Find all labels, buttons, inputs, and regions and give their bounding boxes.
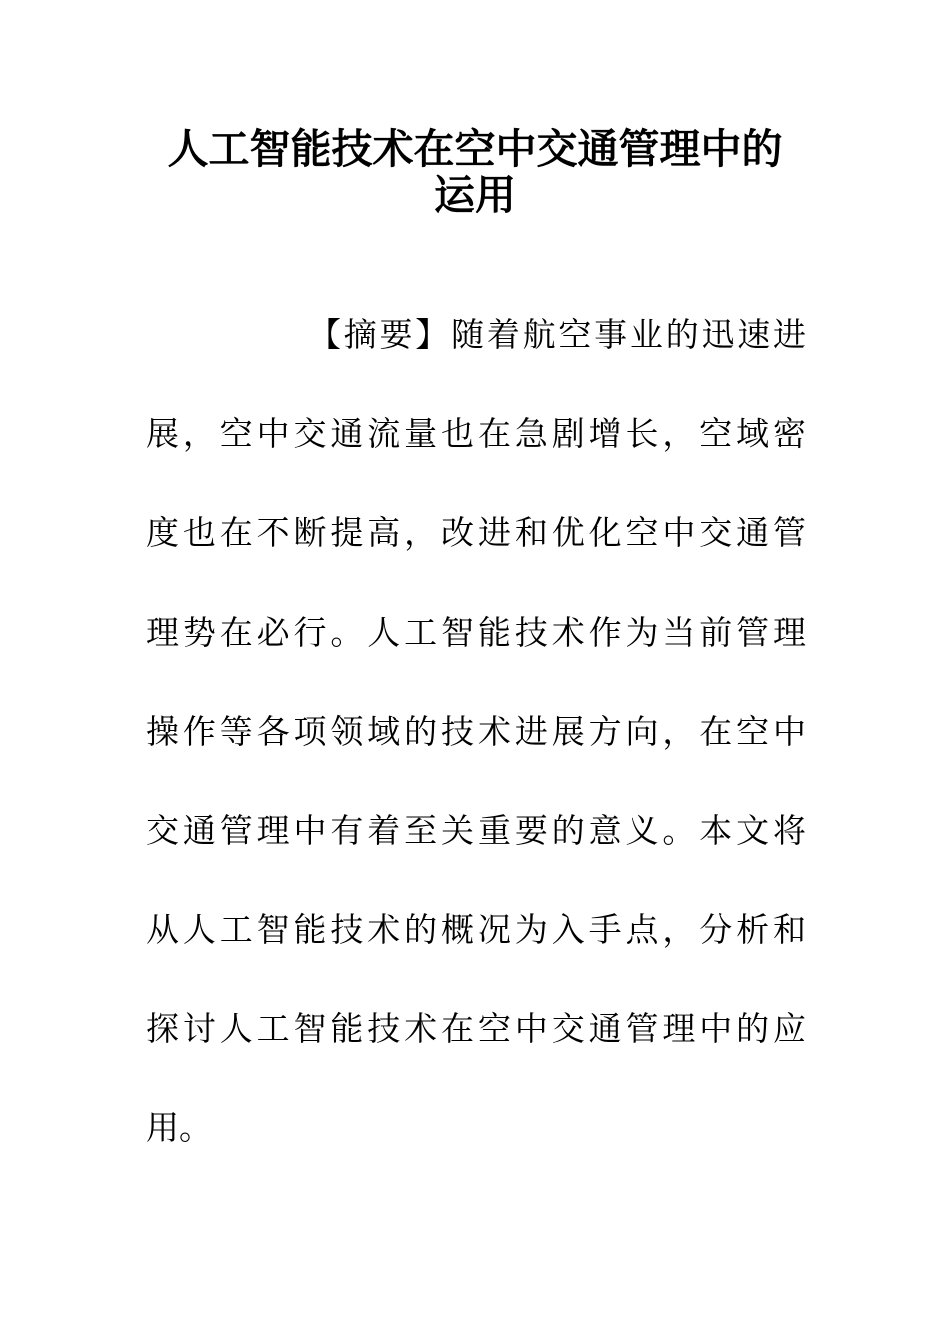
abstract-line: 度也在不断提高，改进和优化空中交通管 (146, 513, 806, 552)
abstract-line: 展，空中交通流量也在急剧增长，空域密 (146, 414, 806, 453)
abstract-line: 理势在必行。人工智能技术作为当前管理 (146, 613, 806, 652)
abstract-line: 用。 (146, 1108, 212, 1147)
title-line-2: 运用 (434, 171, 516, 219)
abstract-line: 【摘要】随着航空事业的迅速进 (308, 315, 806, 354)
abstract-line: 操作等各项领域的技术进展方向，在空中 (146, 712, 806, 751)
title-line-1: 人工智能技术在空中交通管理中的 (167, 125, 783, 173)
abstract-line: 探讨人工智能技术在空中交通管理中的应 (146, 1009, 806, 1048)
abstract-line: 从人工智能技术的概况为入手点，分析和 (146, 910, 806, 949)
document-title (120, 126, 830, 218)
abstract-line: 交通管理中有着至关重要的意义。本文将 (146, 811, 806, 850)
